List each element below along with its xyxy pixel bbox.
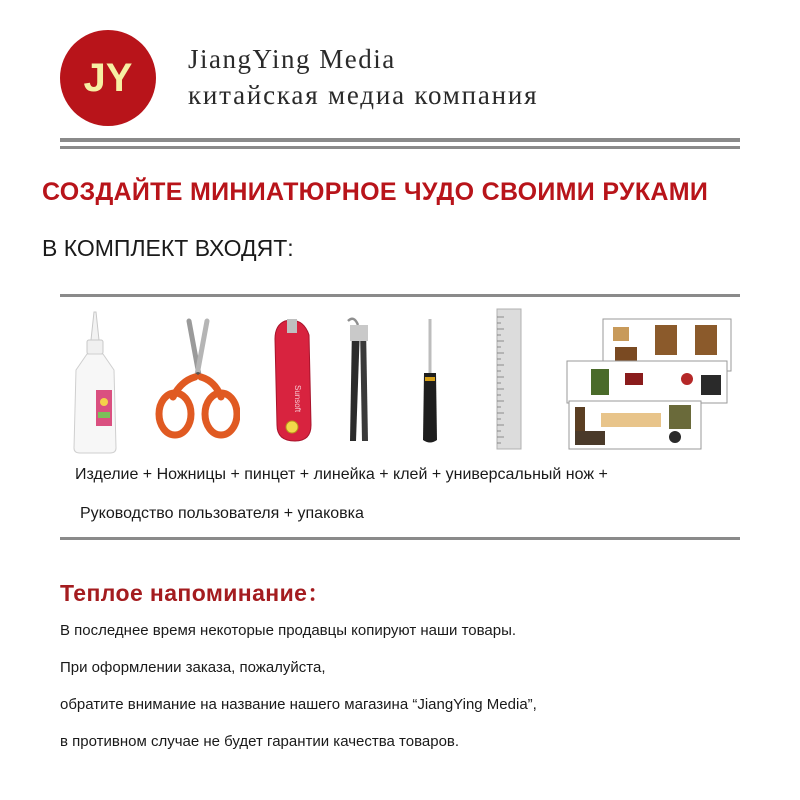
kit-label: В КОМПЛЕКТ ВХОДЯТ: bbox=[42, 235, 294, 261]
brand-subtitle: китайская медиа компания bbox=[188, 80, 539, 110]
reminder-line-2: При оформлении заказа, пожалуйста, bbox=[60, 659, 326, 676]
logo-text: JY bbox=[83, 55, 133, 100]
header-divider-bottom bbox=[60, 146, 740, 149]
reminder-line-1: В последнее время некоторые продавцы копируют наши товары. bbox=[60, 622, 517, 639]
reminder-line-3: обратите внимание на название нашего магазина “JiangYing Media”, bbox=[60, 696, 537, 713]
instruction-sheets-image bbox=[565, 317, 740, 452]
ruler-image bbox=[495, 307, 525, 452]
tools-divider-bottom bbox=[60, 537, 740, 540]
brand-name: JiangYing Media bbox=[188, 44, 396, 74]
utility-knife-image bbox=[265, 315, 320, 445]
tools-row bbox=[60, 305, 740, 455]
brand-logo bbox=[60, 30, 156, 126]
kit-contents-line-2: Руководство пользователя + упаковка bbox=[80, 505, 364, 522]
knife-brand-label: Sunsoft bbox=[293, 385, 302, 413]
tools-divider-top bbox=[60, 294, 740, 297]
kit-contents-line-1: Изделие + Ножницы + пинцет + линейка + клей + универсальный нож + bbox=[75, 466, 608, 483]
screwdriver-image bbox=[415, 315, 445, 445]
glue-bottle-image bbox=[70, 310, 120, 455]
headline: СОЗДАЙТЕ МИНИАТЮРНОЕ ЧУДО СВОИМИ РУКАМИ bbox=[42, 178, 709, 206]
header-divider-top bbox=[60, 138, 740, 142]
scissors-image bbox=[155, 317, 240, 442]
tweezers-image bbox=[340, 313, 380, 448]
reminder-title: Теплое напоминание： bbox=[60, 580, 331, 606]
reminder-line-4: в противном случае не будет гарантии качества товаров. bbox=[60, 733, 460, 750]
